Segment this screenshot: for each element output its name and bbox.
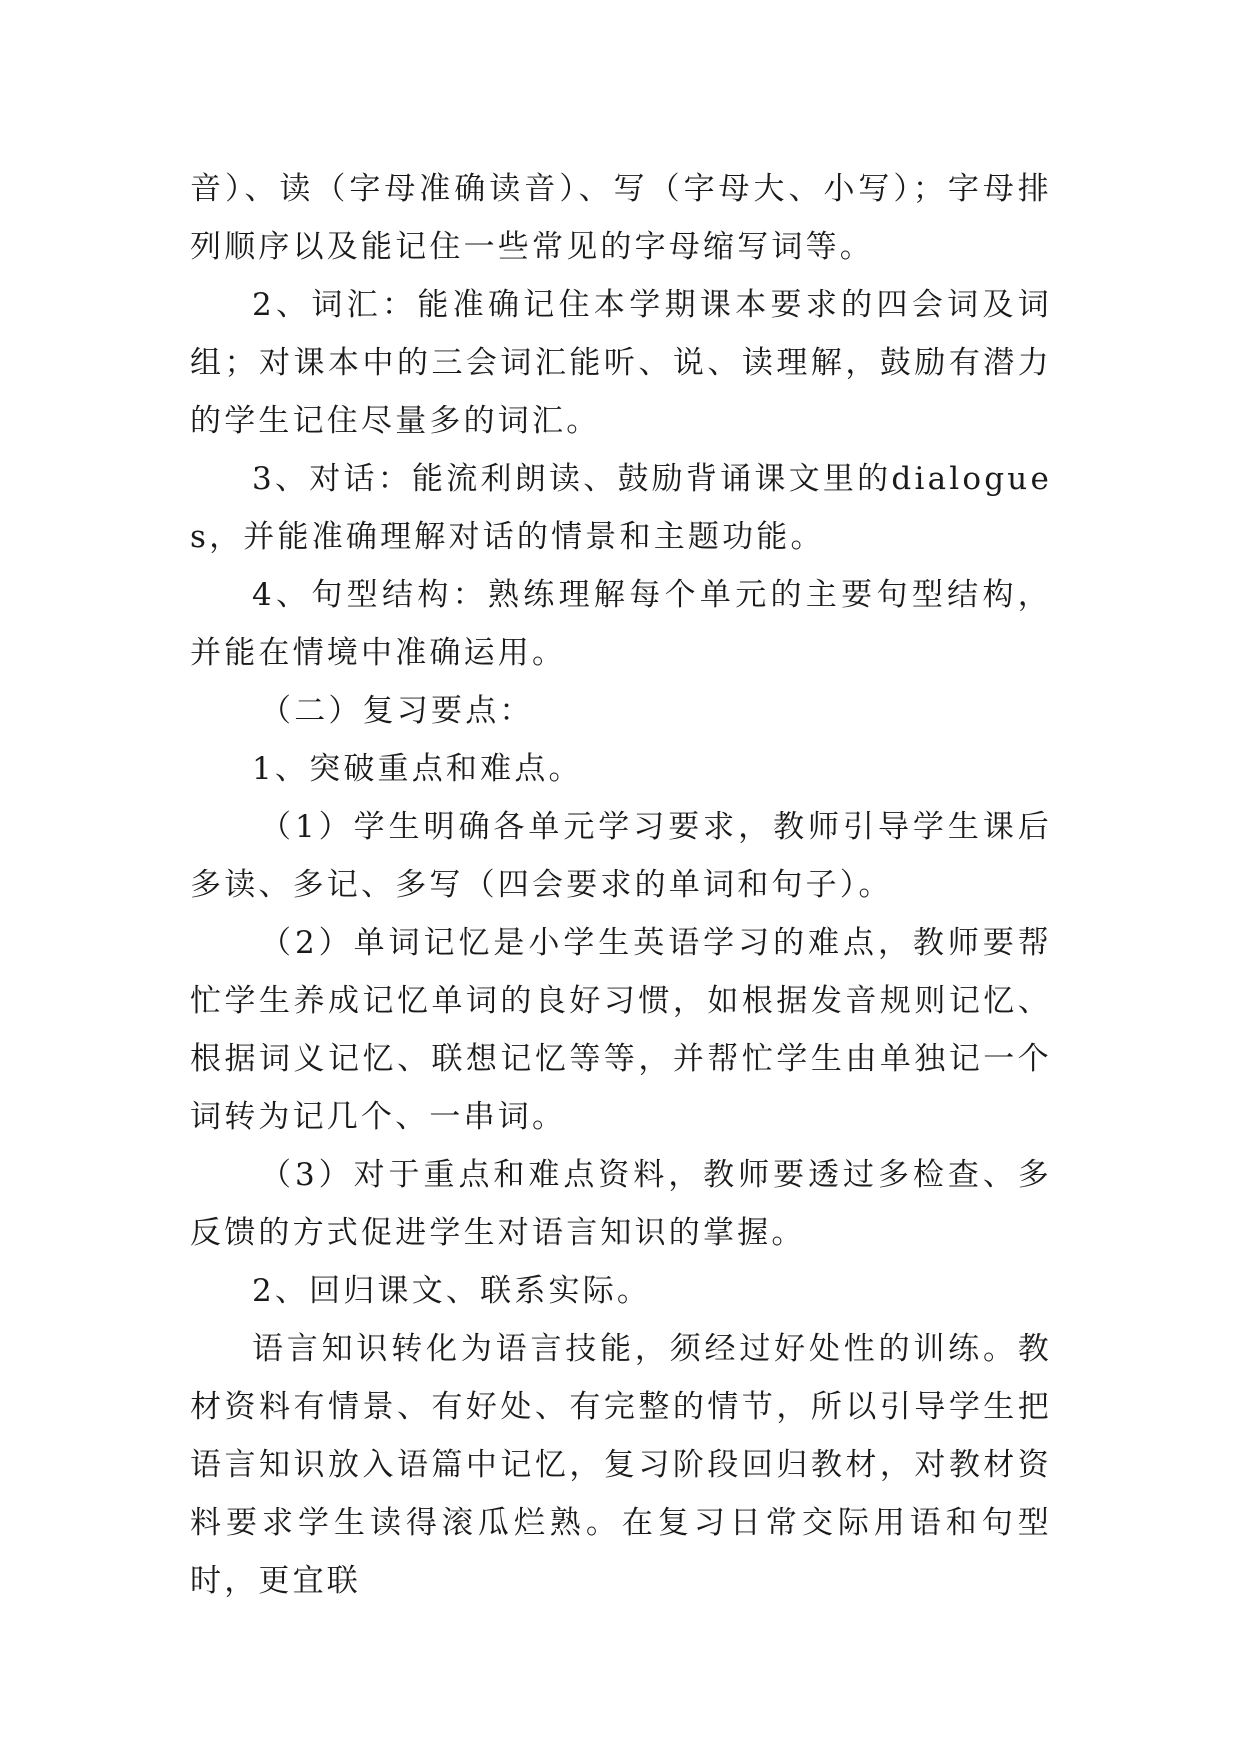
document-body (190, 160, 1052, 1610)
paragraph-return-to-text: 2、回归课文、联系实际。 (252, 1273, 652, 1309)
paragraph-language-skills: 语言知识转化为语言技能，须经过好处性的训练。教材资料有情景、有好处、有完整的情节，所以引导学生把语言知识放入语篇中记忆，复习阶段回归教材，对教材资料要求学生读得滚瓜烂熟。在复习日常交际用语和句型时，更宜联 (190, 1331, 1052, 1599)
paragraph-vocabulary: 2、词汇：能准确记住本学期课本要求的四会词及词组；对课本中的三会词汇能听、说、读理解，鼓励有潜力的学生记住尽量多的词汇。 (190, 287, 1052, 439)
section-heading-review-points: （二）复习要点： (260, 693, 534, 729)
paragraph-alphabet-continued: 音）、读（字母准确读音）、写（字母大、小写）；字母排列顺序以及能记住一些常见的字母缩写词等。 (190, 171, 1052, 265)
paragraph-item-2: （2）单词记忆是小学生英语学习的难点，教师要帮忙学生养成记忆单词的良好习惯，如根据发音规则记忆、根据词义记忆、联想记忆等等，并帮忙学生由单独记一个词转为记几个、一串词。 (190, 925, 1052, 1135)
paragraph-item-1: （1）学生明确各单元学习要求，教师引导学生课后多读、多记、多写（四会要求的单词和句子）。 (190, 809, 1052, 903)
paragraph-key-points: 1、突破重点和难点。 (252, 751, 583, 787)
paragraph-sentence-structure: 4、句型结构：熟练理解每个单元的主要句型结构，并能在情境中准确运用。 (190, 577, 1052, 671)
paragraph-dialogues: 3、对话：能流利朗读、鼓励背诵课文里的dialogues，并能准确理解对话的情景和主题功能。 (190, 461, 1052, 555)
paragraph-item-3: （3）对于重点和难点资料，教师要透过多检查、多反馈的方式促进学生对语言知识的掌握。 (190, 1157, 1052, 1251)
